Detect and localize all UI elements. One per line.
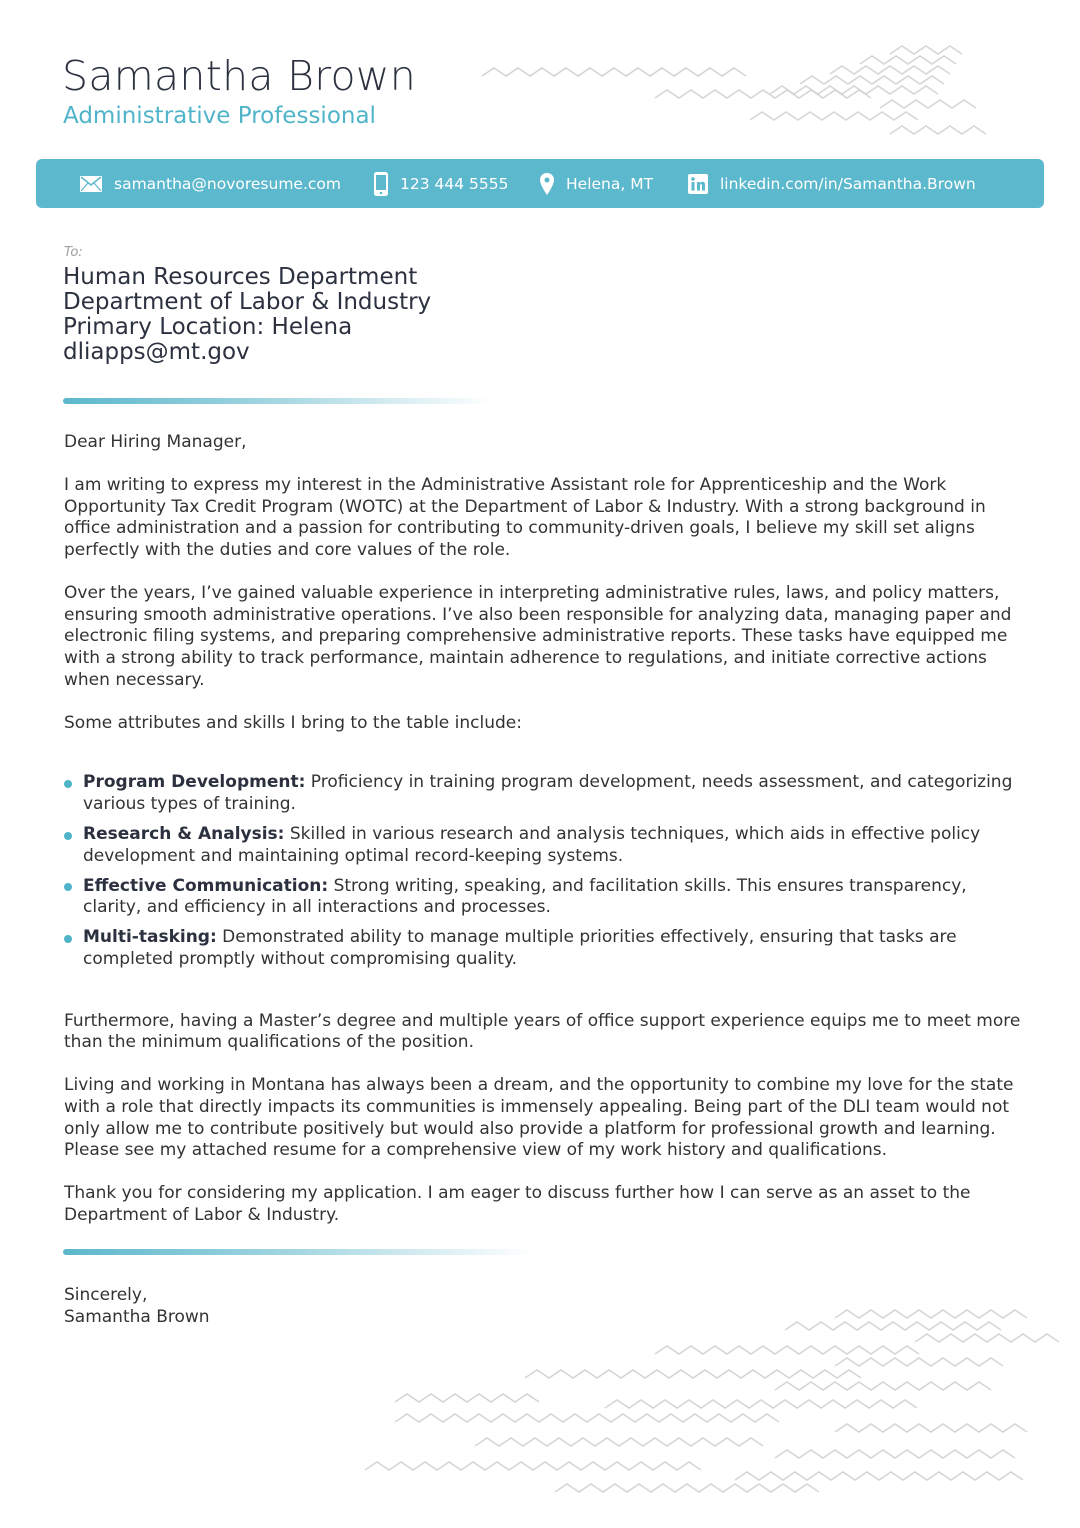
zigzag-line bbox=[365, 1462, 701, 1470]
zigzag-line bbox=[482, 68, 746, 76]
greeting: Dear Hiring Manager, bbox=[64, 432, 247, 452]
recipient-line: Primary Location: Helena bbox=[63, 314, 353, 340]
zigzag-line bbox=[785, 1322, 1001, 1330]
zigzag-line bbox=[735, 1472, 1023, 1480]
skill-title: Effective Communication: bbox=[83, 875, 329, 896]
list-item bbox=[64, 824, 1024, 867]
contact-linkedin-text: linkedin.com/in/Samantha.Brown bbox=[720, 174, 976, 193]
body-paragraph: I am writing to express my interest in the Administrative Assistant role for Apprenticeship and the Work Opportunity Tax Credit Program (WOTC) at the Department of Labor & Industry. With a strong background in office administration and a passion for contributing to community-driven goals, I believe my skill set aligns perfectly with the duties and core values of the role. bbox=[64, 475, 986, 560]
zigzag-line bbox=[835, 1358, 1003, 1366]
zigzag-line bbox=[395, 1394, 539, 1402]
zigzag-pattern-top bbox=[470, 40, 1070, 150]
skill-text: Proficiency in training program development, needs assessment, and categorizing various types of training. bbox=[83, 772, 1013, 814]
zigzag-line bbox=[890, 46, 962, 54]
zigzag-line bbox=[475, 1438, 763, 1446]
closing-block bbox=[64, 1285, 210, 1328]
contact-phone-text: 123 444 5555 bbox=[400, 174, 509, 193]
zigzag-line bbox=[890, 126, 986, 134]
recipient-line: Human Resources Department bbox=[63, 264, 418, 290]
contact-bar bbox=[36, 159, 1044, 208]
contact-location-text: Helena, MT bbox=[566, 174, 654, 193]
body-paragraph: Furthermore, having a Master’s degree and multiple years of office support experience equips me to meet more than the minimum qualifications of the position. bbox=[64, 1010, 1021, 1053]
skill-text: Demonstrated ability to manage multiple priorities effectively, ensuring that tasks are completed promptly without compromising quality. bbox=[83, 927, 957, 969]
skill-title: Program Development: bbox=[83, 772, 306, 793]
zigzag-line bbox=[775, 1450, 1015, 1458]
applicant-title: Administrative Professional bbox=[63, 103, 376, 129]
contact-phone[interactable] bbox=[374, 159, 508, 208]
contact-email-text: samantha@novoresume.com bbox=[114, 174, 341, 193]
closing-signature: Samantha Brown bbox=[64, 1306, 210, 1327]
zigzag-line bbox=[555, 1484, 819, 1492]
zigzag-line bbox=[880, 100, 976, 108]
zigzag-line bbox=[830, 66, 950, 74]
zigzag-pattern-bottom bbox=[355, 1300, 1075, 1500]
recipient-block bbox=[63, 265, 431, 365]
skill-title: Research & Analysis: bbox=[83, 824, 285, 844]
recipient-line: dliapps@mt.gov bbox=[63, 339, 250, 365]
section-divider-bottom bbox=[63, 1249, 533, 1255]
contact-email[interactable] bbox=[80, 159, 341, 208]
skill-text: Skilled in various research and analysis techniques, which aids in effective policy development and maintaining optimal record-keeping systems. bbox=[83, 824, 981, 866]
linkedin-icon bbox=[688, 174, 708, 194]
zigzag-line bbox=[800, 76, 944, 84]
zigzag-line bbox=[525, 1370, 861, 1378]
closing-salutation: Sincerely, bbox=[64, 1285, 148, 1305]
zigzag-line bbox=[860, 56, 956, 64]
zigzag-line bbox=[395, 1414, 779, 1422]
list-item bbox=[64, 772, 1024, 815]
zigzag-line bbox=[750, 112, 918, 120]
recipient-label: To: bbox=[64, 245, 83, 260]
envelope-icon bbox=[80, 176, 102, 192]
body-paragraph: Living and working in Montana has always been a dream, and the opportunity to combine my love for the state with a role that directly impacts its communities is immensely appealing. Being part of the DLI team would not only allow me to contribute positively but would also provide a platform for professional growth and learning. Please see my attached resume for a comprehensive view of my work history and qualifications. bbox=[64, 1075, 1014, 1161]
zigzag-line bbox=[835, 1310, 1027, 1318]
letter-body bbox=[64, 432, 1024, 1248]
contact-location[interactable] bbox=[540, 159, 653, 208]
contact-linkedin[interactable] bbox=[688, 159, 976, 208]
applicant-name: Samantha Brown bbox=[62, 52, 417, 100]
body-paragraph: Over the years, I’ve gained valuable experience in interpreting administrative rules, laws, and policy matters, ensuring smooth administrative operations. I’ve also been responsible for analyzing data, managing paper and electronic filing systems, and preparing comprehensive administrative reports. These tasks have equipped me with a strong ability to track performance, maintain adherence to regulations, and initiate corrective actions when necessary. bbox=[64, 583, 1012, 690]
location-pin-icon bbox=[540, 173, 554, 195]
recipient-line: Department of Labor & Industry bbox=[63, 289, 432, 315]
zigzag-line bbox=[655, 1346, 919, 1354]
skills-list bbox=[64, 772, 1024, 970]
skill-title: Multi-tasking: bbox=[83, 927, 217, 948]
list-item bbox=[64, 876, 1024, 919]
body-paragraph: Some attributes and skills I bring to the table include: bbox=[64, 712, 522, 733]
zigzag-line bbox=[915, 1334, 1059, 1342]
zigzag-line bbox=[775, 1382, 991, 1390]
phone-icon bbox=[374, 172, 388, 196]
body-paragraph: Thank you for considering my application. I am eager to discuss further how I can serve as an asset to the Department of Labor & Industry. bbox=[64, 1183, 971, 1225]
skill-text: Strong writing, speaking, and facilitation skills. This ensures transparency, clarity, and efficiency in all interactions and processes. bbox=[83, 875, 967, 918]
section-divider-top bbox=[63, 398, 493, 404]
zigzag-line bbox=[605, 1400, 917, 1408]
list-item bbox=[64, 927, 1024, 970]
zigzag-line bbox=[835, 1424, 1027, 1432]
